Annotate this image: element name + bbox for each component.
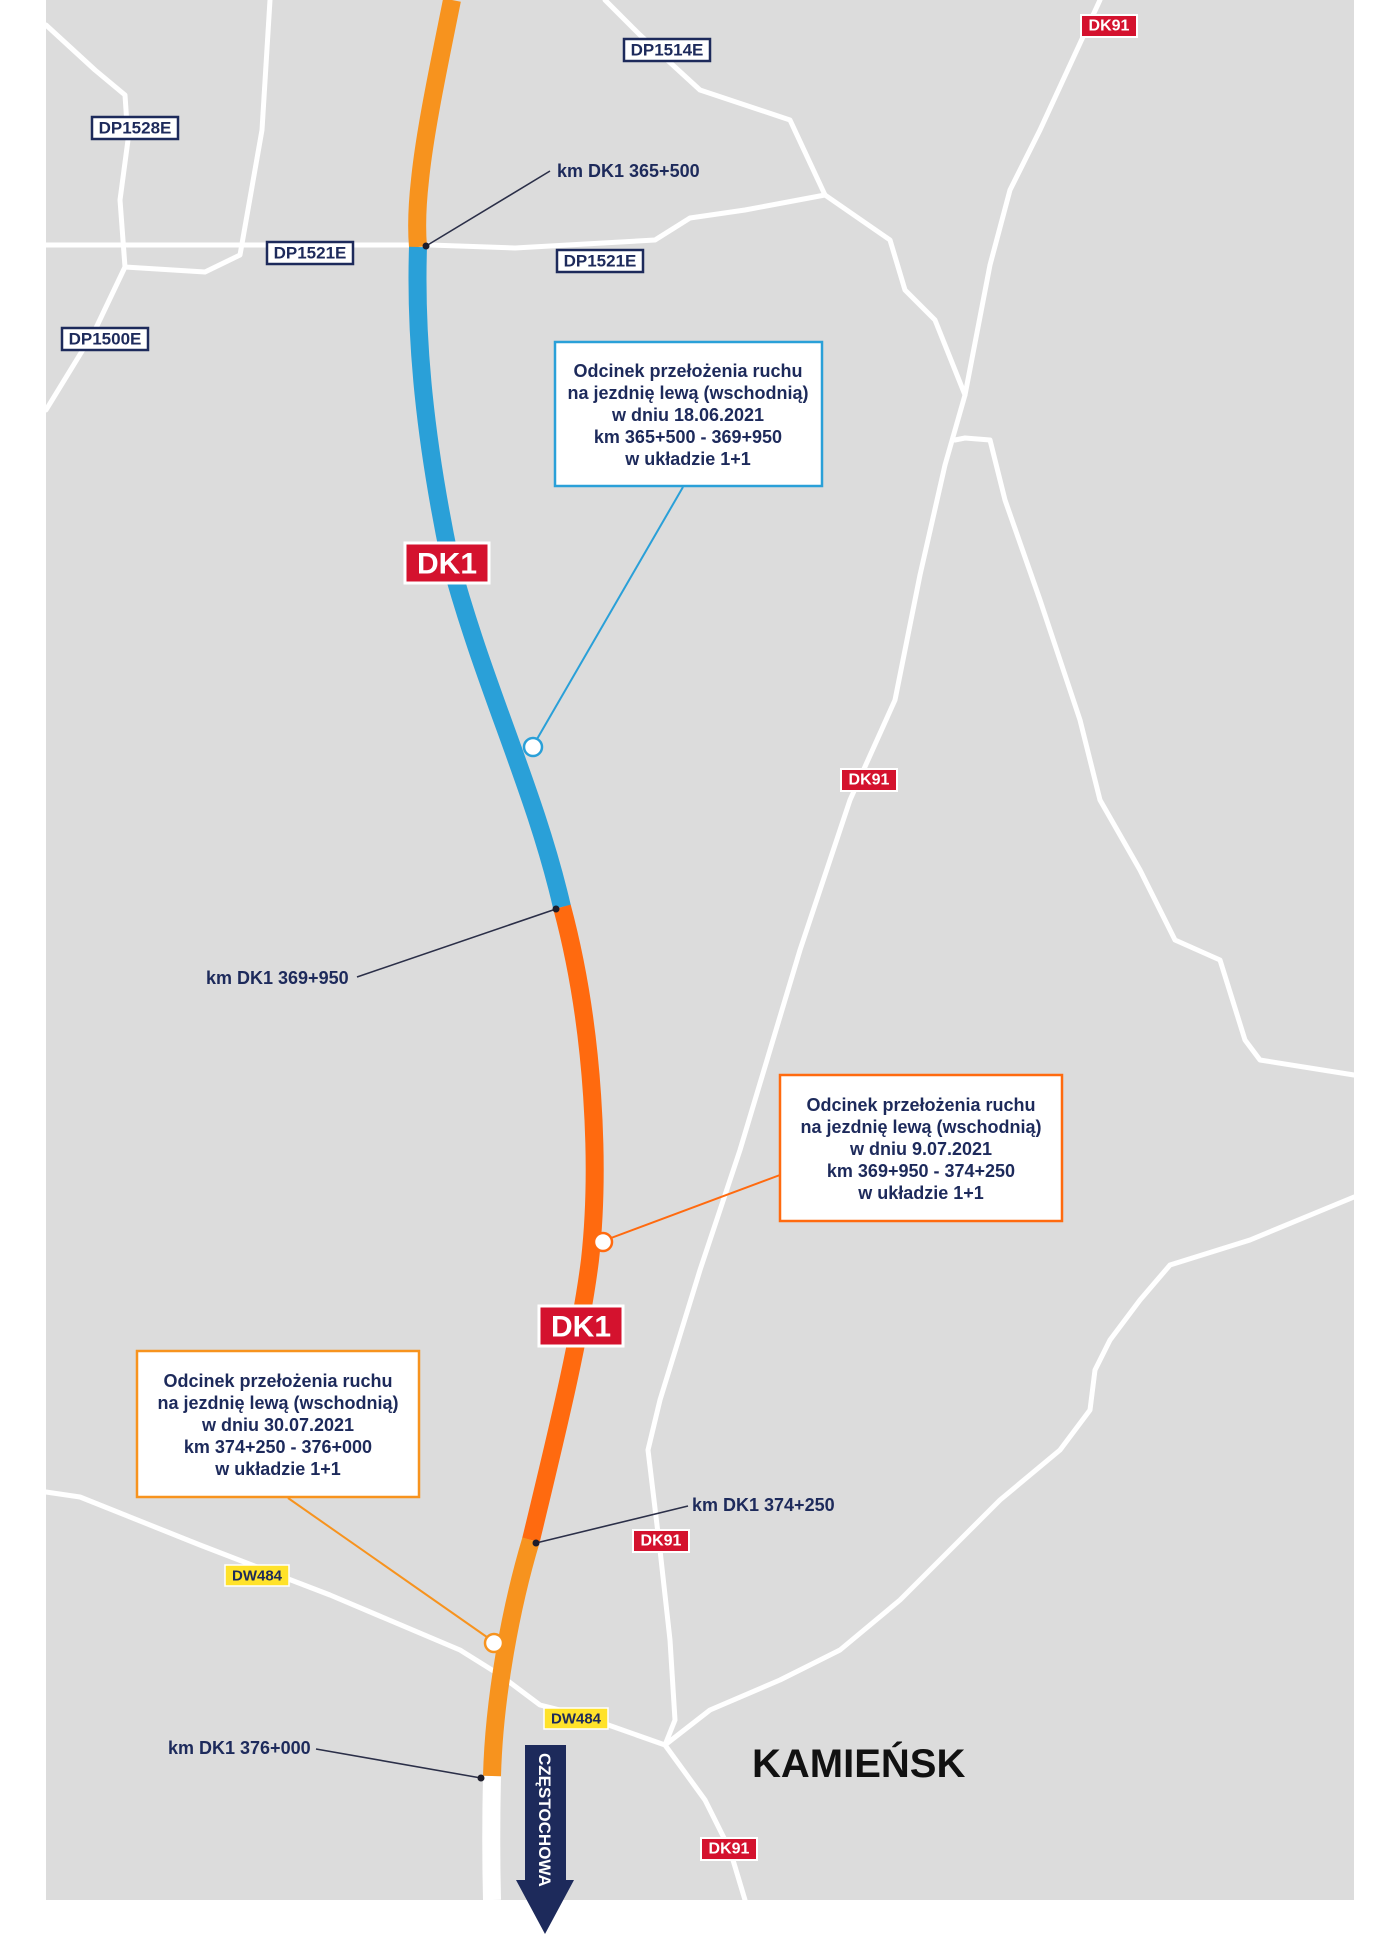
svg-text:DP1500E: DP1500E <box>68 329 142 349</box>
shield-dp1521e-west <box>267 242 353 264</box>
shield-dp1500e <box>62 328 148 350</box>
svg-text:DK1: DK1 <box>550 1310 612 1344</box>
svg-text:DK91: DK91 <box>708 1840 750 1858</box>
note-3-line-4: km 374+250 - 376+000 <box>183 1437 373 1457</box>
dot-km-374-250 <box>533 1540 540 1547</box>
svg-text:DK1: DK1 <box>416 547 478 581</box>
note-box-30-07-2021 <box>137 1351 419 1497</box>
km-label-374-250: km DK1 374+250 <box>692 1495 835 1515</box>
svg-text:DP1521E: DP1521E <box>563 251 637 271</box>
shield-dp1528e <box>92 117 178 139</box>
note-box-9-07-2021 <box>780 1075 1062 1221</box>
shield-dk91-top <box>1081 15 1137 37</box>
svg-text:DP1514E: DP1514E <box>630 40 704 60</box>
note-3-line-3: w dniu 30.07.2021 <box>201 1415 355 1435</box>
direction-label: CZĘSTOCHOWA <box>535 1753 554 1887</box>
note-1-line-1: Odcinek przełożenia ruchu <box>573 361 803 381</box>
note-3-line-5: w układzie 1+1 <box>215 1459 341 1479</box>
svg-text:DK91: DK91 <box>1088 17 1130 35</box>
note-2-line-2: na jezdnię lewą (wschodnią) <box>800 1117 1042 1137</box>
note-2-line-4: km 369+950 - 374+250 <box>826 1161 1016 1181</box>
note-2-line-3: w dniu 9.07.2021 <box>849 1139 993 1159</box>
km-label-369-950: km DK1 369+950 <box>206 968 349 988</box>
shield-dk1-upper <box>405 543 489 583</box>
svg-text:DK91: DK91 <box>640 1532 682 1550</box>
shield-dk91-lower <box>633 1530 689 1552</box>
note-1-line-5: w układzie 1+1 <box>625 449 751 469</box>
anchor-blue-circle <box>524 738 542 756</box>
dot-km-365-500 <box>423 243 430 250</box>
anchor-red-orange-circle <box>594 1233 612 1251</box>
shield-dp1521e-east <box>557 250 643 272</box>
dot-km-376-000 <box>478 1775 485 1782</box>
shield-dk91-middle <box>841 769 897 791</box>
note-box-18-06-2021 <box>555 342 822 486</box>
town-label: KAMIEŃSK <box>752 1742 966 1786</box>
note-2-line-1: Odcinek przełożenia ruchu <box>806 1095 1036 1115</box>
shield-dk1-lower <box>539 1306 623 1346</box>
note-3-line-2: na jezdnię lewą (wschodnią) <box>157 1393 399 1413</box>
km-label-365-500: km DK1 365+500 <box>557 161 700 181</box>
shield-dw484-east <box>544 1708 608 1729</box>
road-dk1-south <box>491 1776 492 1900</box>
svg-text:DW484: DW484 <box>231 1567 283 1585</box>
note-3-line-1: Odcinek przełożenia ruchu <box>163 1371 393 1391</box>
map-background <box>46 0 1354 1900</box>
note-1-line-3: w dniu 18.06.2021 <box>611 405 765 425</box>
note-1-line-4: km 365+500 - 369+950 <box>593 427 783 447</box>
note-1-line-2: na jezdnię lewą (wschodnią) <box>567 383 809 403</box>
svg-text:DP1528E: DP1528E <box>98 118 172 138</box>
svg-text:DP1521E: DP1521E <box>273 243 347 263</box>
anchor-orange-circle <box>485 1634 503 1652</box>
shield-dk91-bottom <box>701 1838 757 1860</box>
svg-text:DW484: DW484 <box>550 1710 602 1728</box>
dot-km-369-950 <box>553 906 560 913</box>
note-2-line-5: w układzie 1+1 <box>858 1183 984 1203</box>
shield-dw484-west <box>225 1565 289 1586</box>
svg-text:DK91: DK91 <box>848 771 890 789</box>
km-label-376-000: km DK1 376+000 <box>168 1738 311 1758</box>
shield-dp1514e <box>624 39 710 61</box>
